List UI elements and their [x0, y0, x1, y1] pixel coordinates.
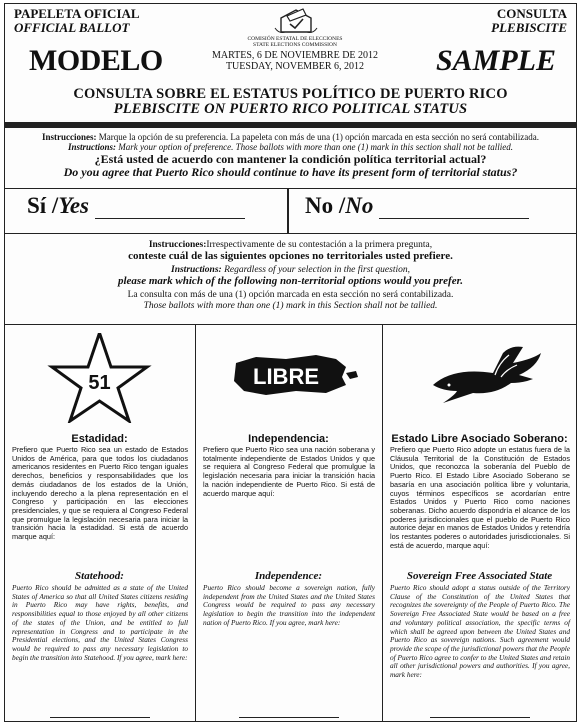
territorial-question [5, 153, 576, 178]
ela-title-es: Estado Libre Asociado Soberano: [391, 433, 568, 445]
section1-instructions [5, 132, 576, 152]
instr-en: Mark your option of preference. Those ballots with more than one (1) mark in this section shall not be tallied. [116, 142, 513, 152]
commission-en: STATE ELECTIONS COMMISSION [253, 42, 337, 48]
independence-mark-line[interactable] [239, 717, 339, 718]
statehood-text-en: Puerto Rico should be admitted as a state of the United States of America so that all United States citizens residing in Puerto Rico may have rights, benefits, and responsibilities equal to those enjoyed by all other citizens of the states of the Union, and be entitled to full representation in Congress and to participate in the Presidential elections, and the United States Congress would be required to pass any necessary legislation to begin the transition into Statehood. If you agree, mark here: [12, 583, 188, 662]
section2-instructions [5, 240, 576, 312]
modelo-label: MODELO [29, 44, 163, 77]
independence-text-es: Prefiero que Puerto Rico sea una nación soberana y totalmente independiente de Estados Unidos y que se requiera al Congreso Federal que promulgue la legislación necesaria para iniciar la transición hacia la nación independiente de Puerto Rico. Si está de acuerdo marque aquí: [203, 445, 375, 498]
star-number: 51 [88, 372, 111, 394]
ballot-page [4, 3, 577, 722]
warn-es: La consulta con más de una (1) opción marcada en esta sección no será contabilizada. [127, 290, 454, 300]
ela-text-en: Puerto Rico should adopt a status outside of the Territory Clause of the Constitution of the United States that recognizes the sovereignty of the People of Puerto Rico. The Sovereign Free Associated State would be based on a free and voluntary political association, the specific terms of which shall be agreed upon between the United States and Puerto Rico as sovereign nations. Such agreement would provide the scope of the jurisdictional powers that the People of Puerto Rico agree to confer to the United States and retain all other jurisdictional powers and authorities. If you agree, mark here: [390, 583, 570, 680]
no-en: No [345, 193, 374, 218]
plebiscite-es: CONSULTA [496, 6, 567, 21]
instr2-label-es: Instrucciones: [148, 240, 207, 250]
date-en: TUESDAY, NOVEMBER 6, 2012 [225, 61, 365, 72]
libre-text: LIBRE [253, 364, 319, 389]
header-left [14, 7, 140, 35]
no-mark-line[interactable] [379, 196, 529, 219]
yes-es: Sí / [27, 193, 59, 218]
election-date [185, 50, 405, 72]
instr2-label-en: Instructions: [171, 265, 222, 275]
no-es: No / [305, 193, 346, 218]
official-ballot-es: PAPELETA OFICIAL [14, 6, 140, 21]
statehood-mark-line[interactable] [50, 717, 150, 718]
date-es: MARTES, 6 DE NOVIEMBRE DE 2012 [211, 50, 379, 61]
yes-option[interactable] [27, 193, 245, 219]
header-right [491, 7, 567, 35]
ela-text-es: Prefiero que Puerto Rico adopte un estatus fuera de la Cláusula Territorial de la Constitución de Estados Unidos, que reconozca la soberanía del Pueblo de Puerto Rico. El Estado Libre Asociado Soberano se basaría en una asociación política libre y voluntaria, cuyos términos específicos se acordarían entre Estados Unidos y Puerto Rico como naciones soberanas. Dicho acuerdo dispondría el alcance de los poderes jurisdiccionales que el pueblo de Puerto Rico autorice dejar en manos de Estados Unidos y retendría los restantes poderes o autoridades jurisdiccionales. Si está de acuerdo, marque aquí: [390, 445, 570, 550]
yes-en: Yes [58, 193, 89, 218]
title-es: CONSULTA SOBRE EL ESTATUS POLÍTICO DE PUERTO RICO [73, 86, 508, 102]
instr2-es: Irrespectivamente de su contestación a la primera pregunta, [206, 240, 433, 250]
independence-title-en: Independence: [254, 570, 323, 582]
ela-mark-line[interactable] [430, 717, 530, 718]
instr2-en: Regardless of your selection in the first question, [221, 265, 410, 275]
yes-mark-line[interactable] [95, 196, 245, 219]
no-option[interactable] [305, 193, 529, 219]
title-en: PLEBISCITE ON PUERTO RICO POLITICAL STATUS [113, 101, 468, 117]
ela-title-en: Sovereign Free Associated State [406, 570, 553, 582]
statehood-title-es: Estadidad: [71, 433, 128, 445]
puerto-rico-map-icon [196, 333, 381, 423]
instr2b-es: conteste cuál de las siguientes opciones no territoriales usted prefiere. [128, 250, 453, 262]
instr-es: Marque la opción de su preferencia. La papeleta con más de una (1) opción marcada en esta sección no será contabilizada. [96, 132, 540, 142]
commission-name [205, 36, 385, 48]
plebiscite-en: PLEBISCITE [491, 20, 567, 35]
independence-title-es: Independencia: [248, 433, 329, 445]
warn-en: Those ballots with more than one (1) mark in this Section shall not be tallied. [143, 301, 438, 311]
instr-label-es: Instrucciones: [41, 132, 97, 142]
yes-no-row [5, 188, 576, 234]
option-statehood [5, 325, 194, 722]
divider-bar [5, 122, 576, 128]
option-independence [195, 325, 381, 722]
star-51-icon [5, 333, 194, 423]
ballot-box-seal-icon [273, 6, 319, 36]
instr2b-en: please mark which of the following non-territorial options would you prefer. [117, 275, 463, 287]
official-ballot-en: OFFICIAL BALLOT [14, 20, 130, 35]
question-en: Do you agree that Puerto Rico should continue to have its present form of territorial status? [63, 164, 518, 179]
ballot-title [5, 87, 576, 117]
instr-label-en: Instructions: [68, 142, 117, 152]
yes-no-divider [287, 189, 289, 233]
option-free-associated-state [382, 325, 576, 722]
independence-text-en: Puerto Rico should become a sovereign nation, fully independent from the United States and the United States Congress would be required to pass any necessary legislation to begin the transition into the independent nation of Puerto Rico. If you agree, mark here: [203, 583, 375, 627]
commission-es: COMISIÓN ESTATAL DE ELECCIONES [247, 36, 343, 42]
dove-icon [383, 333, 576, 423]
statehood-text-es: Prefiero que Puerto Rico sea un estado de Estados Unidos de América, para que todos los ciudadanos americanos residentes en Puerto Rico tengan iguales derechos, beneficios y responsabilidades que los demás ciudadanos de los estados de la Unión, incluyendo derecho a la plena representación en el Congreso y participación en las elecciones presidenciales, y que se requiera al Congreso Federal que promulgue la legislación necesaria para iniciar la transición hacia la estadidad. Si está de acuerdo marque aquí: [12, 445, 188, 542]
statehood-title-en: Statehood: [75, 570, 124, 582]
question-es: ¿Está usted de acuerdo con mantener la condición política territorial actual? [94, 152, 487, 166]
options-section [5, 324, 576, 722]
sample-label: SAMPLE [435, 44, 556, 77]
